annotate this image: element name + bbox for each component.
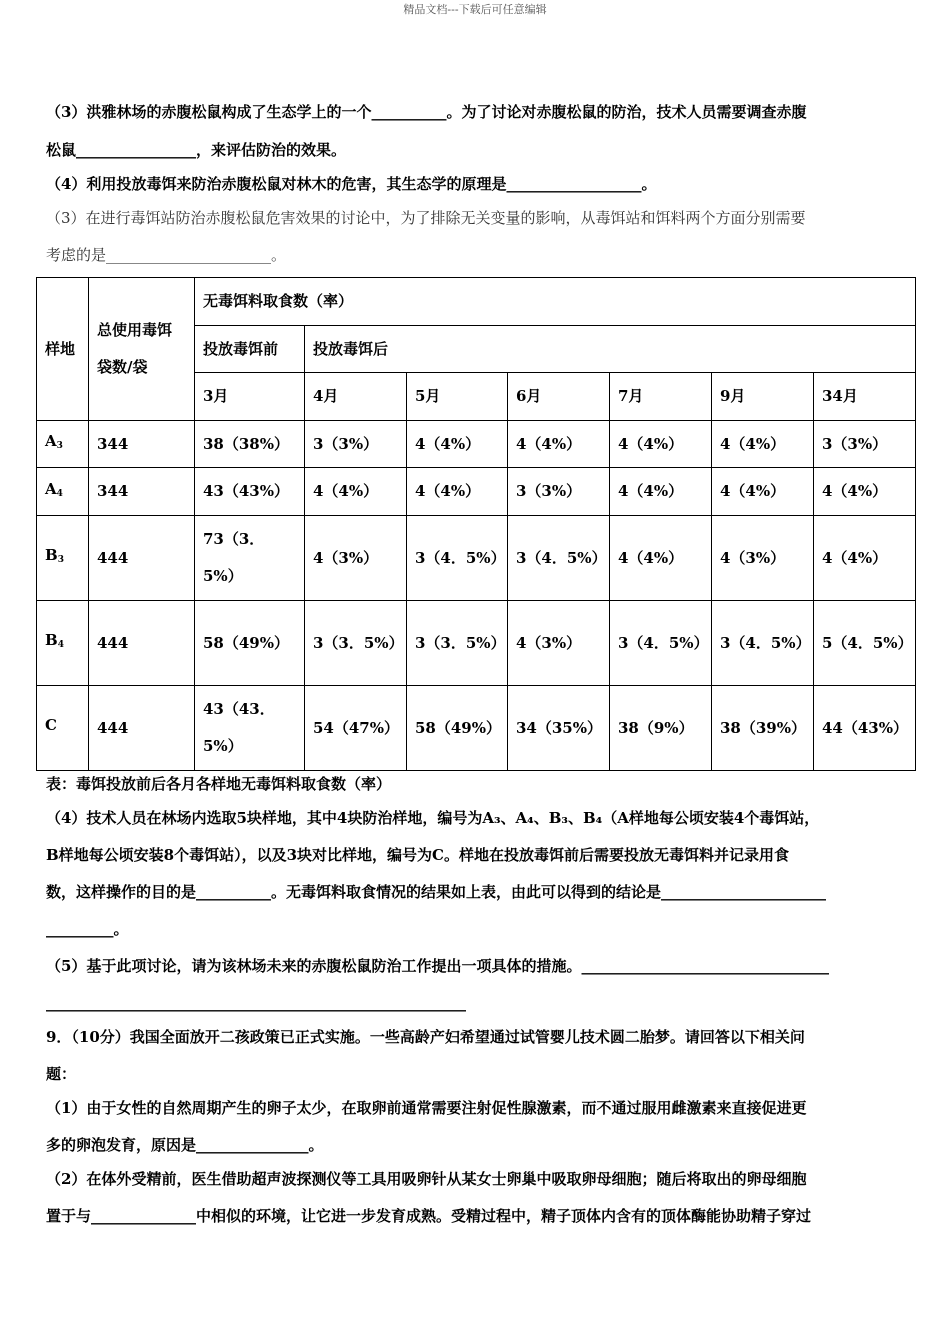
intake-cell: 4（3%） <box>508 601 610 686</box>
question-5-line-2: ________________________________________________________ <box>46 994 466 1012</box>
site-cell: $B_3$ <box>37 516 89 601</box>
site-cell: $A_4$ <box>37 468 89 516</box>
bags-cell: 344 <box>89 421 195 468</box>
intake-cell: 3（3%） <box>305 421 407 468</box>
table-row <box>37 601 916 686</box>
header-month: 6月 <box>508 373 610 421</box>
intake-cell: 38（9%） <box>610 686 712 771</box>
question-4b-line-4: _________。 <box>46 920 129 938</box>
header-month: 9月 <box>712 373 814 421</box>
bags-cell: 344 <box>89 468 195 516</box>
bait-intake-table <box>36 277 916 771</box>
intake-cell: 3（4．5%） <box>712 601 814 686</box>
question-9-1-line-1: （1）由于女性的自然周期产生的卵子太少，在取卵前通常需要注射促性腺激素，而不通过服用雌激素来直接促进更 <box>46 1099 807 1117</box>
intake-cell: 43（43%） <box>195 468 305 516</box>
intake-cell: 54（47%） <box>305 686 407 771</box>
question-9-line-1: 9．（10分）我国全面放开二孩政策已正式实施。一些高龄产妇希望通过试管婴儿技术圆二胎梦。请回答以下相关问 <box>46 1028 805 1046</box>
header-month: 34月 <box>814 373 916 421</box>
intake-cell: 58（49%） <box>407 686 508 771</box>
intake-cell: 4（4%） <box>305 468 407 516</box>
question-4-line: （4）利用投放毒饵来防治赤腹松鼠对林木的危害，其生态学的原理是__________________。 <box>46 175 657 193</box>
intake-cell: 3（4．5%） <box>508 516 610 601</box>
intake-cell: 4（4%） <box>610 468 712 516</box>
question-4b-line-1: （4）技术人员在林场内选取5块样地，其中4块防治样地，编号为A₃、A₄、B₃、B₄（A样地每公顷安装4个毒饵站， <box>46 809 820 827</box>
table-row <box>37 686 916 771</box>
question-4b-line-2: B样地每公顷安装8个毒饵站），以及3块对比样地，编号为C。样地在投放毒饵前后需要投放无毒饵料并记录用食 <box>46 846 789 864</box>
question-9-line-2: 题： <box>46 1065 77 1083</box>
intake-cell: 34（35%） <box>508 686 610 771</box>
intake-cell: 4（4%） <box>814 468 916 516</box>
intake-cell: 4（4%） <box>712 421 814 468</box>
intake-cell: 44（43%） <box>814 686 916 771</box>
question-3-line-1: （3）洪雅林场的赤腹松鼠构成了生态学上的一个__________。为了讨论对赤腹松鼠的防治，技术人员需要调查赤腹 <box>46 103 807 121</box>
intake-cell: 4（3%） <box>305 516 407 601</box>
header-before: 投放毒饵前 <box>195 326 305 373</box>
table-row <box>37 516 916 601</box>
header-bags: 总使用毒饵袋数/袋 <box>89 278 195 421</box>
bags-cell: 444 <box>89 601 195 686</box>
table-row <box>37 468 916 516</box>
intake-cell: 4（4%） <box>407 468 508 516</box>
site-cell: $B_4$ <box>37 601 89 686</box>
site-cell: C <box>37 686 89 771</box>
question-3-line-2: 松鼠________________，来评估防治的效果。 <box>46 141 347 159</box>
intake-cell: 4（4%） <box>610 421 712 468</box>
header-month: 5月 <box>407 373 508 421</box>
header-month: 7月 <box>610 373 712 421</box>
intake-cell: 38（38%） <box>195 421 305 468</box>
table-row <box>37 421 916 468</box>
intake-cell: 3（4．5%） <box>407 516 508 601</box>
intake-cell: 38（39%） <box>712 686 814 771</box>
header-after: 投放毒饵后 <box>305 326 916 373</box>
intake-cell: 4（4%） <box>407 421 508 468</box>
intake-cell: 4（4%） <box>508 421 610 468</box>
intake-cell: 43（43．5%） <box>195 686 305 771</box>
question-9-1-line-2: 多的卵泡发育，原因是_______________。 <box>46 1136 324 1154</box>
bags-cell: 444 <box>89 516 195 601</box>
intake-cell: 3（4．5%） <box>610 601 712 686</box>
header-group: 无毒饵料取食数（率） <box>195 278 916 326</box>
page-header: 精品文档---下载后可任意编辑 <box>403 3 547 16</box>
intake-cell: 4（4%） <box>610 516 712 601</box>
bags-cell: 444 <box>89 686 195 771</box>
question-3b-line-2: 考虑的是______________________。 <box>46 246 287 264</box>
question-5-line-1: （5）基于此项讨论，请为该林场未来的赤腹松鼠防治工作提出一项具体的措施。_________________________________ <box>46 957 829 975</box>
site-cell: $A_3$ <box>37 421 89 468</box>
question-9-2-line-2: 置于与______________中相似的环境，让它进一步发育成熟。受精过程中，精子顶体内含有的顶体酶能协助精子穿过 <box>46 1207 812 1225</box>
intake-cell: 3（3%） <box>508 468 610 516</box>
question-3b-line-1: （3）在进行毒饵站防治赤腹松鼠危害效果的讨论中，为了排除无关变量的影响，从毒饵站和饵料两个方面分别需要 <box>46 209 806 227</box>
intake-cell: 3（3．5%） <box>305 601 407 686</box>
intake-cell: 73（3．5%） <box>195 516 305 601</box>
intake-cell: 4（3%） <box>712 516 814 601</box>
intake-cell: 5（4．5%） <box>814 601 916 686</box>
question-4b-line-3: 数，这样操作的目的是__________。无毒饵料取食情况的结果如上表，由此可以得到的结论是______________________ <box>46 883 827 901</box>
intake-cell: 3（3．5%） <box>407 601 508 686</box>
intake-cell: 4（4%） <box>814 516 916 601</box>
table-caption: 表：毒饵投放前后各月各样地无毒饵料取食数（率） <box>46 775 392 793</box>
intake-cell: 58（49%） <box>195 601 305 686</box>
header-month: 4月 <box>305 373 407 421</box>
question-9-2-line-1: （2）在体外受精前，医生借助超声波探测仪等工具用吸卵针从某女士卵巢中吸取卵母细胞；随后将取出的卵母细胞 <box>46 1170 807 1188</box>
header-site: 样地 <box>37 278 89 421</box>
intake-cell: 4（4%） <box>712 468 814 516</box>
header-month: 3月 <box>195 373 305 421</box>
intake-cell: 3（3%） <box>814 421 916 468</box>
